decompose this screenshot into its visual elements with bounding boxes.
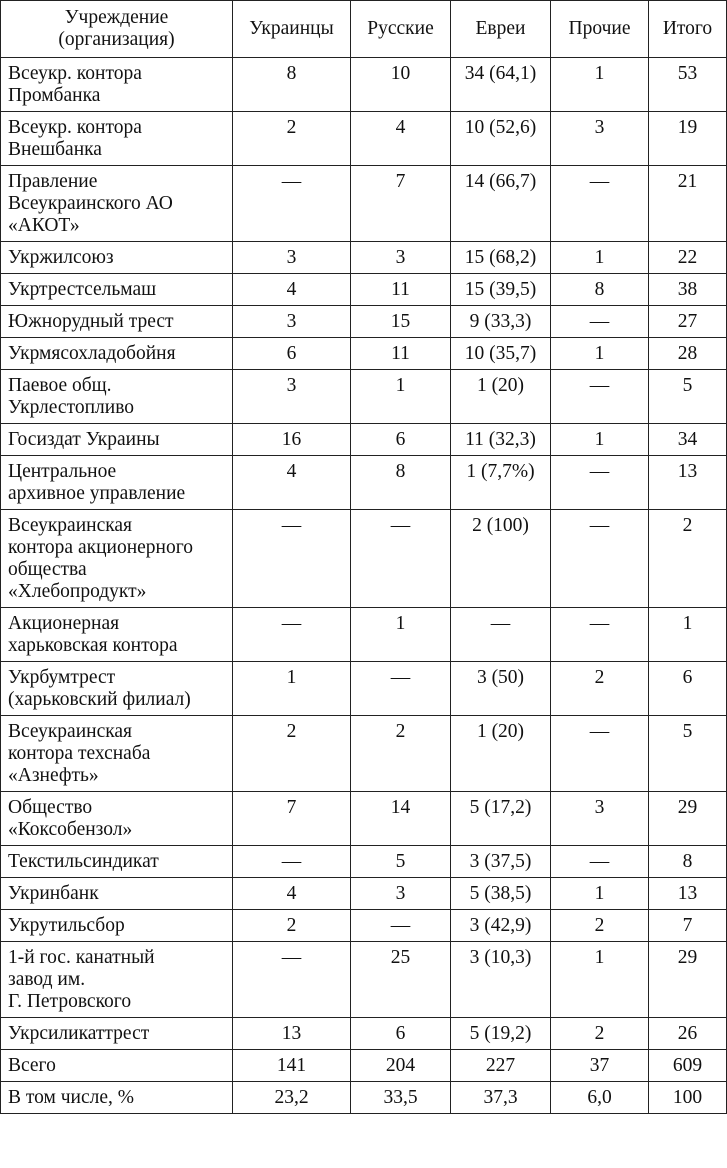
- table-row: [1, 456, 727, 510]
- total-cell: 13: [649, 456, 727, 510]
- others-cell: 8: [551, 274, 649, 306]
- table-row: [1, 242, 727, 274]
- jews-cell: 15 (39,5): [451, 274, 551, 306]
- table-row: [1, 1018, 727, 1050]
- total-cell: 19: [649, 112, 727, 166]
- russians-cell: —: [351, 910, 451, 942]
- total-cell: 27: [649, 306, 727, 338]
- russians-cell: 8: [351, 456, 451, 510]
- jews-cell: 5 (17,2): [451, 792, 551, 846]
- russians-cell: 25: [351, 942, 451, 1018]
- russians-cell: 4: [351, 112, 451, 166]
- table-row: [1, 910, 727, 942]
- others-cell: 2: [551, 910, 649, 942]
- ukrainians-cell: 7: [233, 792, 351, 846]
- jews-cell: 3 (50): [451, 662, 551, 716]
- total-cell: 53: [649, 58, 727, 112]
- russians-cell: 5: [351, 846, 451, 878]
- institution-cell: Центральное архивное управление: [1, 456, 233, 510]
- total-cell: 609: [649, 1050, 727, 1082]
- table-row: [1, 1050, 727, 1082]
- jews-cell: 3 (37,5): [451, 846, 551, 878]
- table-row: [1, 878, 727, 910]
- others-cell: 1: [551, 878, 649, 910]
- table-row: [1, 716, 727, 792]
- total-cell: 29: [649, 792, 727, 846]
- russians-cell: 6: [351, 424, 451, 456]
- others-cell: 2: [551, 1018, 649, 1050]
- others-cell: 2: [551, 662, 649, 716]
- total-cell: 2: [649, 510, 727, 608]
- jews-cell: 15 (68,2): [451, 242, 551, 274]
- institution-cell: Укрсиликаттрест: [1, 1018, 233, 1050]
- jews-cell: 11 (32,3): [451, 424, 551, 456]
- header-others: Прочие: [551, 1, 649, 58]
- others-cell: 1: [551, 338, 649, 370]
- institution-cell: Всеукр. контора Внешбанка: [1, 112, 233, 166]
- jews-cell: 9 (33,3): [451, 306, 551, 338]
- table-row: [1, 338, 727, 370]
- ukrainians-cell: 2: [233, 910, 351, 942]
- institution-cell: Паевое общ. Укрлестопливо: [1, 370, 233, 424]
- header-jews: Евреи: [451, 1, 551, 58]
- institution-cell: Госиздат Украины: [1, 424, 233, 456]
- russians-cell: 11: [351, 274, 451, 306]
- table-row: [1, 1082, 727, 1114]
- ukrainians-cell: 13: [233, 1018, 351, 1050]
- russians-cell: 6: [351, 1018, 451, 1050]
- institution-cell: Укржилсоюз: [1, 242, 233, 274]
- total-cell: 38: [649, 274, 727, 306]
- total-cell: 26: [649, 1018, 727, 1050]
- table-row: [1, 510, 727, 608]
- russians-cell: 10: [351, 58, 451, 112]
- institution-cell: 1-й гос. канатный завод им. Г. Петровского: [1, 942, 233, 1018]
- others-cell: 1: [551, 242, 649, 274]
- total-cell: 21: [649, 166, 727, 242]
- russians-cell: 3: [351, 242, 451, 274]
- table-row: [1, 846, 727, 878]
- institution-cell: Южнорудный трест: [1, 306, 233, 338]
- ukrainians-cell: —: [233, 510, 351, 608]
- table-row: [1, 112, 727, 166]
- ukrainians-cell: —: [233, 942, 351, 1018]
- total-cell: 5: [649, 716, 727, 792]
- russians-cell: 14: [351, 792, 451, 846]
- ukrainians-cell: —: [233, 608, 351, 662]
- ukrainians-cell: 3: [233, 306, 351, 338]
- total-cell: 8: [649, 846, 727, 878]
- table-row: [1, 792, 727, 846]
- ukrainians-cell: 23,2: [233, 1082, 351, 1114]
- table-row: [1, 424, 727, 456]
- header-total: Итого: [649, 1, 727, 58]
- ukrainians-cell: 4: [233, 456, 351, 510]
- institution-cell: Укрмясохладобойня: [1, 338, 233, 370]
- jews-cell: 10 (35,7): [451, 338, 551, 370]
- jews-cell: 2 (100): [451, 510, 551, 608]
- others-cell: —: [551, 306, 649, 338]
- jews-cell: 1 (20): [451, 370, 551, 424]
- total-cell: 34: [649, 424, 727, 456]
- ukrainians-cell: 4: [233, 878, 351, 910]
- russians-cell: 1: [351, 608, 451, 662]
- institution-cell: Текстильсиндикат: [1, 846, 233, 878]
- jews-cell: 3 (42,9): [451, 910, 551, 942]
- jews-cell: 1 (20): [451, 716, 551, 792]
- table-row: [1, 662, 727, 716]
- table-row: [1, 608, 727, 662]
- jews-cell: 34 (64,1): [451, 58, 551, 112]
- others-cell: —: [551, 370, 649, 424]
- institution-cell: Всеукр. контора Промбанка: [1, 58, 233, 112]
- russians-cell: —: [351, 510, 451, 608]
- others-cell: 3: [551, 112, 649, 166]
- table-row: [1, 166, 727, 242]
- total-cell: 22: [649, 242, 727, 274]
- others-cell: 37: [551, 1050, 649, 1082]
- russians-cell: 3: [351, 878, 451, 910]
- others-cell: —: [551, 166, 649, 242]
- total-cell: 13: [649, 878, 727, 910]
- institution-cell: Всеукраинская контора техснаба «Азнефть»: [1, 716, 233, 792]
- table-row: [1, 942, 727, 1018]
- jews-cell: 5 (38,5): [451, 878, 551, 910]
- others-cell: —: [551, 608, 649, 662]
- others-cell: 6,0: [551, 1082, 649, 1114]
- russians-cell: 2: [351, 716, 451, 792]
- header-institution: Учреждение (организация): [1, 1, 233, 58]
- institution-cell: Укринбанк: [1, 878, 233, 910]
- ukrainians-cell: 16: [233, 424, 351, 456]
- others-cell: —: [551, 510, 649, 608]
- others-cell: 1: [551, 942, 649, 1018]
- others-cell: —: [551, 846, 649, 878]
- jews-cell: 5 (19,2): [451, 1018, 551, 1050]
- others-cell: 3: [551, 792, 649, 846]
- institution-cell: Всего: [1, 1050, 233, 1082]
- total-cell: 7: [649, 910, 727, 942]
- ukrainians-cell: 2: [233, 716, 351, 792]
- total-cell: 29: [649, 942, 727, 1018]
- ukrainians-cell: 141: [233, 1050, 351, 1082]
- ukrainians-cell: —: [233, 846, 351, 878]
- others-cell: —: [551, 456, 649, 510]
- jews-cell: 10 (52,6): [451, 112, 551, 166]
- jews-cell: 37,3: [451, 1082, 551, 1114]
- russians-cell: 7: [351, 166, 451, 242]
- total-cell: 100: [649, 1082, 727, 1114]
- russians-cell: 33,5: [351, 1082, 451, 1114]
- others-cell: 1: [551, 424, 649, 456]
- header-ukrainians: Украинцы: [233, 1, 351, 58]
- total-cell: 28: [649, 338, 727, 370]
- institution-cell: Укртрестсельмаш: [1, 274, 233, 306]
- total-cell: 5: [649, 370, 727, 424]
- russians-cell: 11: [351, 338, 451, 370]
- institution-cell: Всеукраинская контора акционерного общества «Хлебопродукт»: [1, 510, 233, 608]
- ukrainians-cell: —: [233, 166, 351, 242]
- institution-cell: В том числе, %: [1, 1082, 233, 1114]
- others-cell: 1: [551, 58, 649, 112]
- jews-cell: 1 (7,7%): [451, 456, 551, 510]
- russians-cell: 15: [351, 306, 451, 338]
- russians-cell: 204: [351, 1050, 451, 1082]
- russians-cell: —: [351, 662, 451, 716]
- institution-cell: Общество «Коксобензол»: [1, 792, 233, 846]
- table-row: [1, 274, 727, 306]
- jews-cell: 3 (10,3): [451, 942, 551, 1018]
- ukrainians-cell: 3: [233, 370, 351, 424]
- jews-cell: —: [451, 608, 551, 662]
- jews-cell: 227: [451, 1050, 551, 1082]
- ukrainians-cell: 6: [233, 338, 351, 370]
- ukrainians-cell: 4: [233, 274, 351, 306]
- header-row: [1, 1, 727, 58]
- ukrainians-cell: 3: [233, 242, 351, 274]
- table-row: [1, 370, 727, 424]
- jews-cell: 14 (66,7): [451, 166, 551, 242]
- total-cell: 1: [649, 608, 727, 662]
- institution-cell: Акционерная харьковская контора: [1, 608, 233, 662]
- ukrainians-cell: 2: [233, 112, 351, 166]
- header-russians: Русские: [351, 1, 451, 58]
- institution-cell: Правление Всеукраинского АО «АКОТ»: [1, 166, 233, 242]
- russians-cell: 1: [351, 370, 451, 424]
- ukrainians-cell: 1: [233, 662, 351, 716]
- table-row: [1, 306, 727, 338]
- others-cell: —: [551, 716, 649, 792]
- total-cell: 6: [649, 662, 727, 716]
- institution-cell: Укрбумтрест (харьковский филиал): [1, 662, 233, 716]
- institution-cell: Укрутильсбор: [1, 910, 233, 942]
- table-row: [1, 58, 727, 112]
- ukrainians-cell: 8: [233, 58, 351, 112]
